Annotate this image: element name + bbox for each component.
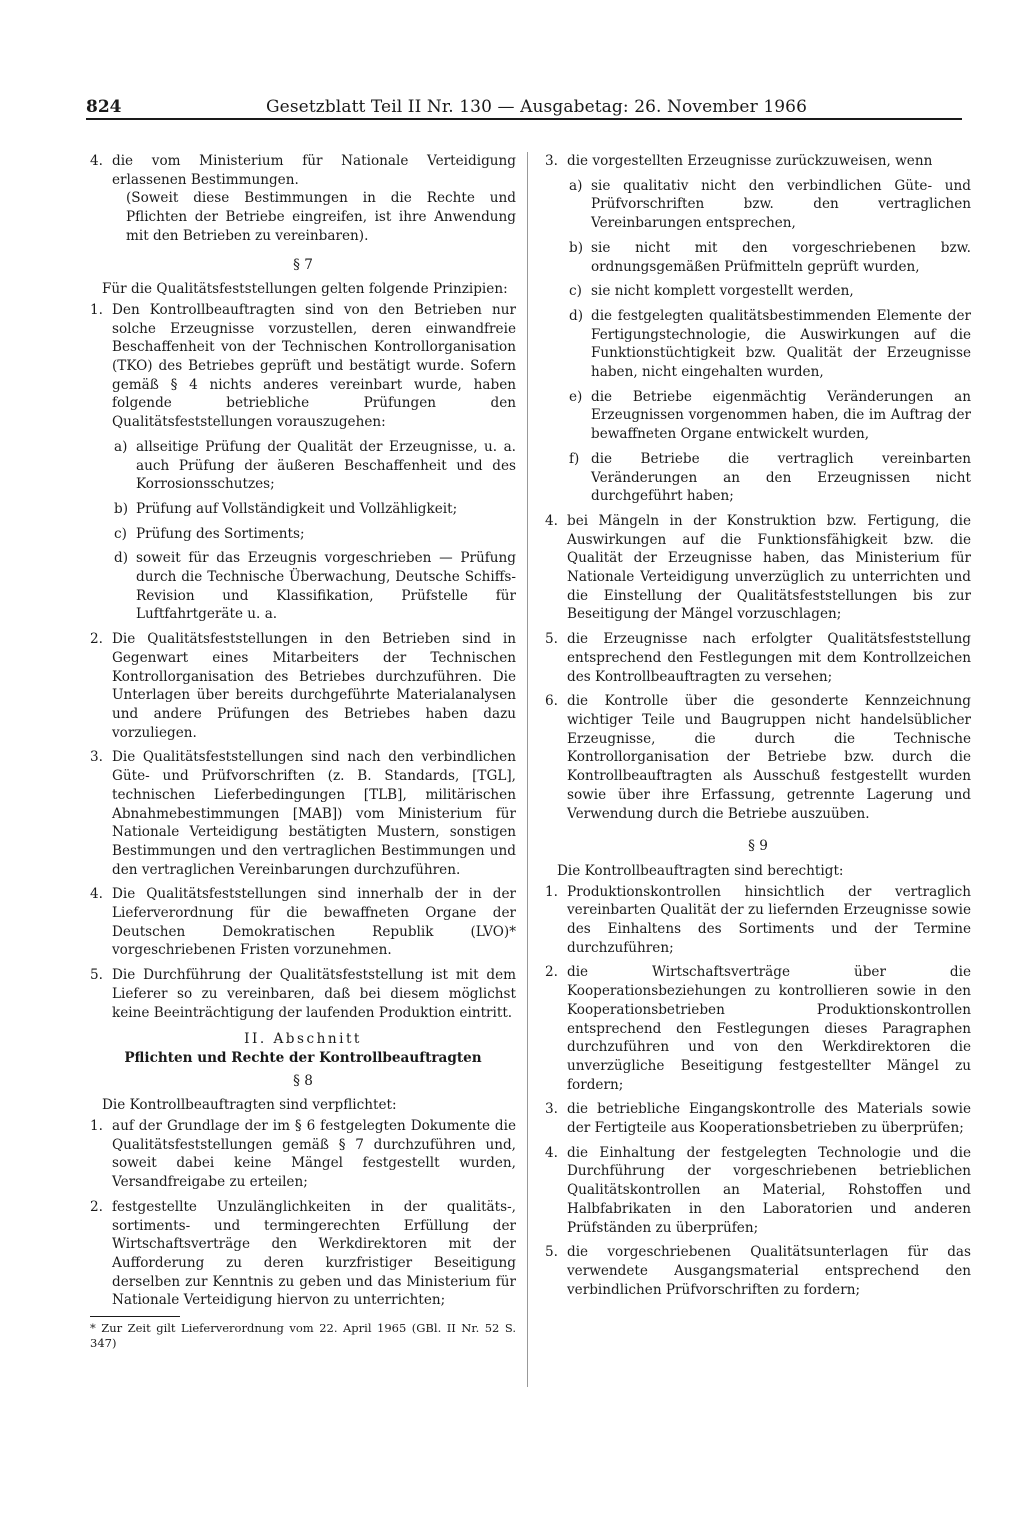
list-item: 3. Die Qualitätsfeststellungen sind nach den verbindlichen Güte- und Prüfvorschriften (z. B. Standards, [TGL], technischen Lieferbedingungen [TLB], militärischen Abnahmebestimmungen [MAB]) vom Ministerium für Nationale Verteidigung bestätigten Mustern, sonstigen Bestimmungen und den vertraglichen Bestimmungen und den vertraglichen Vereinbarungen durchzuführen. — [90, 749, 516, 878]
list-item: 3. die betriebliche Eingangskontrolle des Materials sowie der Fertigteile aus Kooperationsbetrieben zu überprüfen; — [545, 1101, 971, 1137]
section-7-title: § 7 — [293, 256, 313, 273]
column-divider — [527, 152, 528, 1387]
section-8-title: § 8 — [293, 1072, 313, 1089]
sub-item: b) sie nicht mit den vorgeschriebenen bzw. ordnungsgemäßen Prüfmitteln geprüft wurden, — [569, 239, 971, 275]
list-item: 4. die vom Ministerium für Nationale Verteidigung erlassenen Bestimmungen. (Soweit diese Bestimmungen in die Rechte und Pflichten der Betriebe eingreifen, ist ihre Anwendung mit den Betrieben zu vereinbaren). — [90, 153, 516, 244]
list-item: 1. Den Kontrollbeauftragten sind von den Betrieben nur solche Erzeugnisse vorzustellen, deren einwandfreie Beschaffenheit von der Technischen Kontrollorganisation (TKO) des Betriebes geprüft und bestätigt wurde. Sofern gemäß § 4 nichts anderes vereinbart wurde, haben folgende betriebliche Prüfungen den Qualitätsfeststellungen vorauszugehen: — [90, 301, 516, 431]
section-7-intro: Für die Qualitätsfeststellungen gelten folgende Prinzipien: — [102, 281, 508, 298]
list-item: 1. Produktionskontrollen hinsichtlich der vertraglich vereinbarten Qualität der zu liefernden Erzeugnisse sowie des Einhaltens des Sortiments und der Termine durchzuführen; — [545, 883, 971, 956]
item-note: (Soweit diese Bestimmungen in die Rechte und Pflichten der Betriebe eingreifen, ist ihre Anwendung mit den Betrieben zu vereinbaren). — [126, 190, 516, 244]
section-heading: II. Abschnitt — [244, 1031, 362, 1048]
list-item: 3. die vorgestellten Erzeugnisse zurückzuweisen, wenn — [545, 153, 933, 169]
section-subheading: Pflichten und Rechte der Kontrollbeauftragten — [124, 1049, 482, 1066]
item-text: Den Kontrollbeauftragten sind von den Betrieben nur solche Erzeugnisse vorzustellen, deren einwandfreie Beschaffenheit von der Technischen Kontrollorganisation (TKO) des Betriebes geprüft und bestätigt wurde. Sofern gemäß § 4 nichts anderes vereinbart wurde, haben folgende betriebliche Prüfungen den Qualitätsfeststellungen vorauszugehen: — [112, 301, 516, 431]
list-item: 4. Die Qualitätsfeststellungen sind innerhalb der in der Lieferverordnung für die bewaffneten Organe der Deutschen Demokratischen Republik (LVO)* vorgeschriebenen Fristen vorzunehmen. — [90, 886, 516, 959]
list-item: 5. die vorgeschriebenen Qualitätsunterlagen für das verwendete Ausgangsmaterial entsprechend den verbindlichen Prüfvorschriften zu fordern; — [545, 1244, 971, 1298]
sub-list — [569, 177, 971, 506]
sub-item: c) Prüfung des Sortiments; — [114, 525, 305, 542]
sub-item: a) sie qualitativ nicht den verbindlichen Güte- und Prüfvorschriften bzw. den vertraglichen Vereinbarungen entsprechen, — [569, 177, 971, 232]
sub-item: d) die festgelegten qualitätsbestimmenden Elemente der Fertigungstechnologie, die Auswirkungen auf die Funktionstüchtigkeit bzw. Qualität der Erzeugnisse haben, nicht eingehalten wurden, — [569, 307, 971, 381]
sub-list — [114, 438, 516, 624]
footnote-rule — [90, 1316, 180, 1317]
page-number: 824 — [86, 97, 122, 117]
sub-item: d) soweit für das Erzeugnis vorgeschrieben — Prüfung durch die Technische Überwachung, Deutsche Schiffs-Revision und Klassifikation, Prüfstelle für Luftfahrtgeräte u. a. — [114, 550, 516, 623]
sub-item: a) allseitige Prüfung der Qualität der Erzeugnisse, u. a. auch Prüfung der äußeren Beschaffenheit und des Korrosionsschutzes; — [114, 438, 516, 493]
sub-item: b) Prüfung auf Vollständigkeit und Vollzähligkeit; — [114, 500, 458, 517]
page-header — [86, 96, 962, 120]
left-column — [90, 152, 516, 1351]
sub-item: f) die Betriebe die vertraglich vereinbarten Veränderungen an den Erzeugnissen nicht durchgeführt haben; — [569, 450, 971, 505]
section-9-intro: Die Kontrollbeauftragten sind berechtigt: — [557, 862, 844, 879]
right-column — [545, 152, 971, 1305]
sub-item: c) sie nicht komplett vorgestellt werden, — [569, 283, 854, 300]
list-item: 4. die Einhaltung der festgelegten Technologie und die Durchführung der vorgeschriebenen betrieblichen Qualitätskontrollen an Material, Rohstoffen und Halbfabrikaten in den Laboratorien und anderen Prüfständen zu überprüfen; — [545, 1144, 971, 1236]
list-item: 6. die Kontrolle über die gesonderte Kennzeichnung wichtiger Teile und Baugruppen nicht handelsüblicher Erzeugnisse, die durch die Technische Kontrollorganisation der Betriebe bzw. durch die Kontrollbeauftragten als Ausschuß festgestellt wurden sowie über ihre Erfassung, getrennte Lagerung und Verwendung durch die Betriebe auszuüben. — [545, 693, 971, 822]
list-item: 1. auf der Grundlage der im § 6 festgelegten Dokumente die Qualitätsfeststellungen gemäß § 7 durchzuführen und, soweit dabei keine Mängel festgestellt wurden, Versandfreigabe zu erteilen; — [90, 1118, 516, 1191]
list-item: 2. Die Qualitätsfeststellungen in den Betrieben sind in Gegenwart eines Mitarbeiters der Technischen Kontrollorganisation des Betriebes durchzuführen. Die Unterlagen über bereits durchgeführte Materialanalysen und andere Prüfungen des Betriebes haben dazu vorzuliegen. — [90, 631, 516, 741]
list-item: 4. bei Mängeln in der Konstruktion bzw. Fertigung, die Auswirkungen auf die Funktionsfähigkeit bzw. die Qualität der Erzeugnisse haben, das Ministerium für Nationale Verteidigung unverzüglich zu unterrichten und die Einstellung der Qualitätsfeststellungen bis zur Beseitigung der Mängel vorzuschlagen; — [545, 512, 971, 623]
item-text: die vom Ministerium für Nationale Verteidigung erlassenen Bestimmungen. — [112, 153, 516, 188]
sub-item: e) die Betriebe eigenmächtig Veränderungen an Erzeugnissen vorgenommen haben, die im Auftrag der bewaffneten Organe entwickelt wurden, — [569, 388, 971, 443]
list-item: 2. festgestellte Unzulänglichkeiten in der qualitäts-, sortiments- und termingerechten Erfüllung der Wirtschaftsverträge den Werkdirektoren mit der Aufforderung zu deren kurzfristiger Beseitigung derselben zur Kenntnis zu geben und das Ministerium für Nationale Verteidigung hiervon zu unterrichten; — [90, 1198, 516, 1309]
footnote: * Zur Zeit gilt Lieferverordnung vom 22. April 1965 (GBl. II Nr. 52 S. 347) — [90, 1321, 516, 1351]
list-item: 2. die Wirtschaftsverträge über die Kooperationsbeziehungen zu kontrollieren sowie in den Kooperationsbetrieben Produktionskontrollen entsprechend den Festlegungen dieses Paragraphen durchzuführen und von den Werkdirektoren die unverzügliche Beseitigung festgestellter Mängel zu fordern; — [545, 964, 971, 1093]
section-9-title: § 9 — [748, 838, 768, 855]
section-8-intro: Die Kontrollbeauftragten sind verpflichtet: — [102, 1097, 397, 1114]
list-item: 5. Die Durchführung der Qualitätsfeststellung ist mit dem Lieferer so zu vereinbaren, daß bei diesem möglichst keine Beeinträchtigung der laufenden Produktion eintritt. — [90, 967, 516, 1021]
header-title: Gesetzblatt Teil II Nr. 130 — Ausgabetag: 26. November 1966 — [266, 97, 807, 117]
list-item: 5. die Erzeugnisse nach erfolgter Qualitätsfeststellung entsprechend den Festlegungen mit dem Kontrollzeichen des Kontrollbeauftragten zu versehen; — [545, 631, 971, 685]
